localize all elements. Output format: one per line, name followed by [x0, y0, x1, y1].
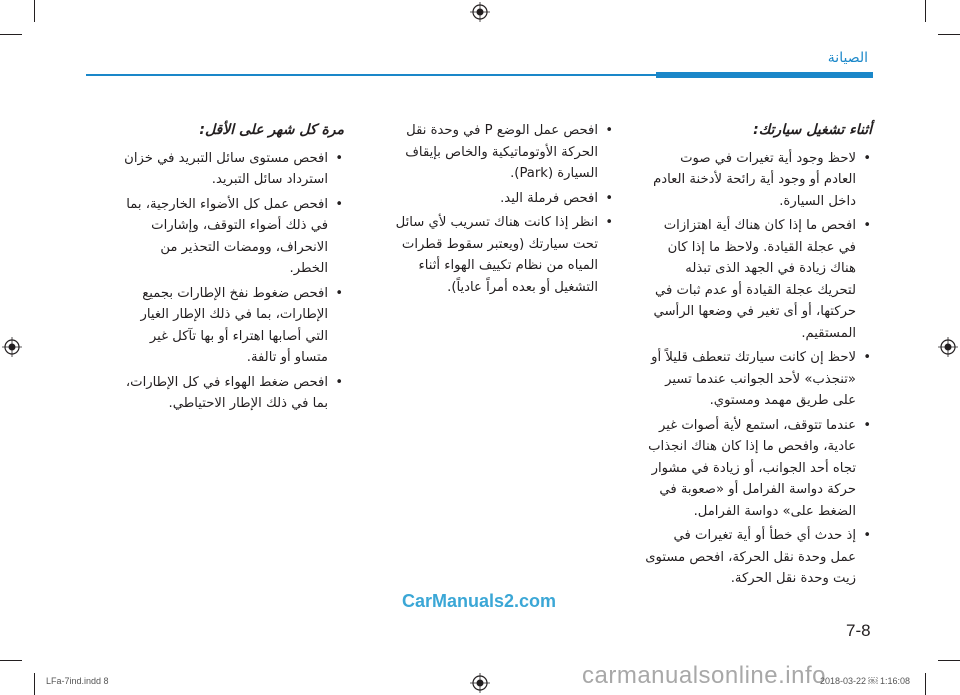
crop-mark	[0, 660, 22, 661]
site-watermark: CarManuals2.com	[402, 591, 557, 611]
column-left	[122, 120, 344, 418]
registration-mark-icon	[2, 337, 22, 357]
crop-mark	[938, 660, 960, 661]
checklist	[392, 120, 614, 298]
list-item: • افحص عمل الوضع P في وحدة نقل الحركة الأوتوماتيكية والخاص بإيقاف السيارة (Park).	[392, 120, 598, 185]
registration-mark-icon	[470, 673, 490, 693]
checklist	[122, 148, 344, 415]
list-item: • افحص فرملة اليد.	[392, 188, 598, 210]
footer-watermark: carmanualsonline.info	[582, 662, 826, 689]
list-item: • إذ حدث أي خطأ أو أية تغيرات في عمل وحدة نقل الحركة، افحص مستوى زيت وحدة نقل الحركة.	[644, 525, 856, 590]
registration-mark-icon	[938, 337, 958, 357]
checklist	[644, 148, 872, 590]
list-item: • لاحظ إن كانت سيارتك تنعطف قليلاً أو «تنجذب» لأحد الجوانب عندما تسير على طريق مهمد ومستوي.	[644, 347, 856, 412]
column-right	[644, 120, 872, 593]
crop-mark	[938, 34, 960, 35]
file-slug: LFa-7ind.indd 8	[46, 676, 109, 686]
crop-mark	[0, 34, 22, 35]
crop-mark	[925, 673, 926, 695]
list-item: • افحص ضغط الهواء في كل الإطارات، بما في ذلك الإطار الاحتياطي.	[122, 372, 328, 415]
registration-mark-icon	[470, 2, 490, 22]
list-item: • افحص ضغوط نفخ الإطارات بجميع الإطارات، بما في ذلك الإطار الغيار التي أصابها اهتراء أو بها تآكل غير متساو أو تالفة.	[122, 283, 328, 369]
list-item: • افحص مستوى سائل التبريد في خزان استرداد سائل التبريد.	[122, 148, 328, 191]
column-middle	[392, 120, 614, 301]
date-slug: 2018-03-22 ￼ 1:16:08	[820, 676, 911, 686]
column-heading: أثناء تشغيل سيارتك:	[753, 122, 872, 138]
crop-mark	[925, 0, 926, 22]
section-title: الصيانة	[827, 50, 868, 66]
list-item: • عندما تتوقف، استمع لأية أصوات غير عادية، وافحص ما إذا كان هناك انجذاب تجاه أحد الجوانب، أو زيادة في مشوار حركة دواسة الفرامل أو «صعوبة في الضغط على» دواسة الفرامل.	[644, 415, 856, 523]
page-number: 7-8	[846, 621, 871, 640]
column-heading: مرة كل شهر على الأقل:	[199, 122, 344, 138]
header-rule-accent	[656, 72, 873, 78]
list-item: • افحص ما إذا كان هناك أية اهتزازات في عجلة القيادة. ولاحظ ما إذا كان هناك زيادة في الجهد الذى تبذله لتحريك عجلة القيادة أو عدم ثبات في حركتها، أو أى تغير في وضعها الرأسي المستقيم.	[644, 215, 856, 344]
crop-mark	[34, 0, 35, 22]
list-item: • افحص عمل كل الأضواء الخارجية، بما في ذلك أضواء التوقف، وإشارات الانحراف، وومضات التحذير من الخطر.	[122, 194, 328, 280]
list-item: • انظر إذا كانت هناك تسريب لأي سائل تحت سيارتك (ويعتبر سقوط قطرات المياه من نظام تكييف الهواء أثناء التشغيل أو بعده أمراً عادياً).	[392, 212, 598, 298]
list-item: • لاحظ وجود أية تغيرات في صوت العادم أو وجود أية رائحة لأدخنة العادم داخل السيارة.	[644, 148, 856, 213]
crop-mark	[34, 673, 35, 695]
